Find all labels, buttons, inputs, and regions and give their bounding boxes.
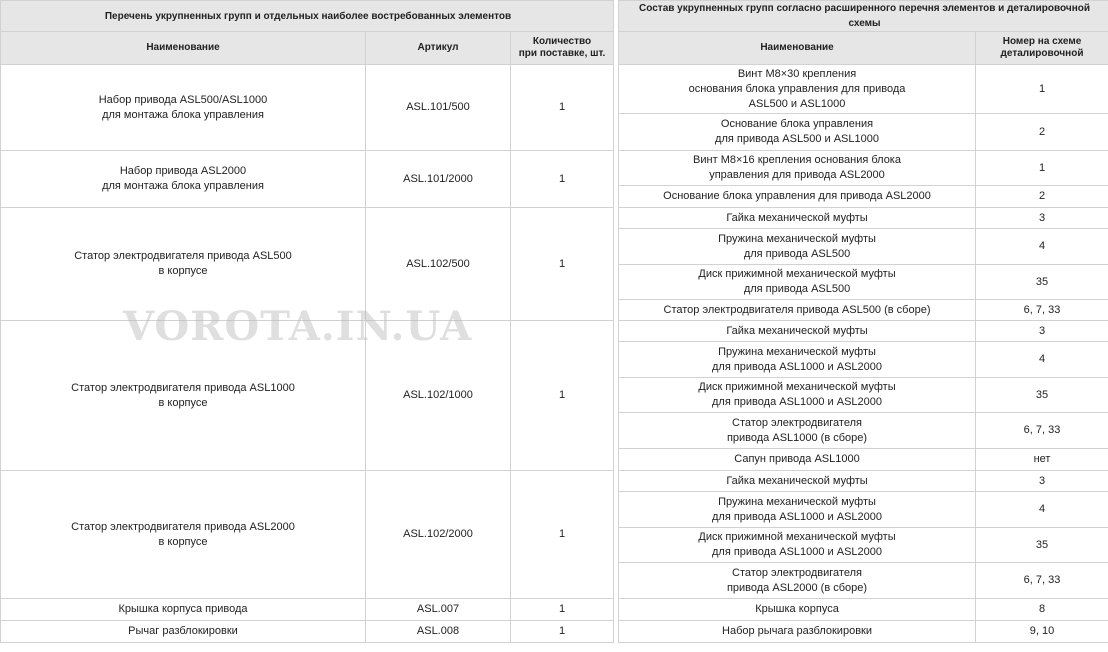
component-name: Основание блока управления для привода ASL2000: [619, 186, 976, 208]
table-row: [1, 621, 1108, 643]
group-article: ASL.007: [366, 599, 511, 621]
group-qty: 1: [511, 208, 614, 321]
component-number: 4: [976, 342, 1108, 378]
component-name: Винт М8×16 крепления основания блока управления для привода ASL2000: [619, 151, 976, 186]
group-article: ASL.008: [366, 621, 511, 643]
component-number: 3: [976, 208, 1108, 229]
table-row: [1, 599, 1108, 621]
component-name: Диск прижимной механической муфты для привода ASL1000 и ASL2000: [619, 528, 976, 563]
component-name: Диск прижимной механической муфты для привода ASL1000 и ASL2000: [619, 378, 976, 413]
group-qty: 1: [511, 321, 614, 471]
component-number: 4: [976, 492, 1108, 528]
component-number: 9, 10: [976, 621, 1108, 643]
component-name: Статор электродвигателя привода ASL1000 (в сборе): [619, 413, 976, 449]
group-name: Набор привода ASL500/ASL1000 для монтажа блока управления: [1, 65, 366, 151]
table-row: [1, 65, 1108, 114]
component-number: 6, 7, 33: [976, 563, 1108, 599]
component-number: 3: [976, 471, 1108, 492]
component-number: 35: [976, 528, 1108, 563]
component-name: Гайка механической муфты: [619, 471, 976, 492]
component-number: 4: [976, 229, 1108, 265]
header-scheme-number: Номер на схеме деталировочной: [976, 32, 1108, 65]
group-qty: 1: [511, 151, 614, 208]
component-number: 8: [976, 599, 1108, 621]
header-name: Наименование: [1, 32, 366, 65]
table-row: [1, 208, 1108, 229]
group-article: ASL.101/500: [366, 65, 511, 151]
group-qty: 1: [511, 599, 614, 621]
table-row: [1, 471, 1108, 492]
component-number: нет: [976, 449, 1108, 471]
component-name: Набор рычага разблокировки: [619, 621, 976, 643]
left-section-title: Перечень укрупненных групп и отдельных наиболее востребованных элементов: [1, 1, 614, 32]
watermark: VOROTA.IN.UA: [123, 303, 473, 350]
component-number: 6, 7, 33: [976, 413, 1108, 449]
component-name: Статор электродвигателя привода ASL2000 (в сборе): [619, 563, 976, 599]
component-number: 6, 7, 33: [976, 300, 1108, 321]
component-number: 3: [976, 321, 1108, 342]
component-name: Крышка корпуса: [619, 599, 976, 621]
group-name: Статор электродвигателя привода ASL500 в корпусе: [1, 208, 366, 321]
header-component-name: Наименование: [619, 32, 976, 65]
component-number: 2: [976, 186, 1108, 208]
header-qty: Количество при поставке, шт.: [511, 32, 614, 65]
component-name: Статор электродвигателя привода ASL500 (в сборе): [619, 300, 976, 321]
section-title-row: [1, 1, 1108, 32]
component-number: 1: [976, 151, 1108, 186]
group-qty: 1: [511, 621, 614, 643]
group-name: Статор электродвигателя привода ASL1000 в корпусе: [1, 321, 366, 471]
group-name: Набор привода ASL2000 для монтажа блока управления: [1, 151, 366, 208]
component-number: 35: [976, 378, 1108, 413]
component-name: Основание блока управления для привода ASL500 и ASL1000: [619, 114, 976, 151]
component-name: Пружина механической муфты для привода ASL500: [619, 229, 976, 265]
component-number: 35: [976, 265, 1108, 300]
header-row: [1, 32, 1108, 65]
table-row: [1, 321, 1108, 342]
right-section-title: Состав укрупненных групп согласно расширенного перечня элементов и деталировочной схемы: [619, 1, 1108, 32]
header-article: Артикул: [366, 32, 511, 65]
component-name: Гайка механической муфты: [619, 321, 976, 342]
component-name: Диск прижимной механической муфты для привода ASL500: [619, 265, 976, 300]
component-name: Сапун привода ASL1000: [619, 449, 976, 471]
group-name: Рычаг разблокировки: [1, 621, 366, 643]
group-article: ASL.102/1000: [366, 321, 511, 471]
component-name: Пружина механической муфты для привода ASL1000 и ASL2000: [619, 492, 976, 528]
group-article: ASL.102/500: [366, 208, 511, 321]
component-name: Винт М8×30 крепления основания блока управления для привода ASL500 и ASL1000: [619, 65, 976, 114]
group-name: Крышка корпуса привода: [1, 599, 366, 621]
component-number: 1: [976, 65, 1108, 114]
group-qty: 1: [511, 65, 614, 151]
component-name: Пружина механической муфты для привода ASL1000 и ASL2000: [619, 342, 976, 378]
component-number: 2: [976, 114, 1108, 151]
group-qty: 1: [511, 471, 614, 599]
group-article: ASL.101/2000: [366, 151, 511, 208]
group-article: ASL.102/2000: [366, 471, 511, 599]
group-name: Статор электродвигателя привода ASL2000 в корпусе: [1, 471, 366, 599]
table-row: [1, 151, 1108, 186]
component-name: Гайка механической муфты: [619, 208, 976, 229]
